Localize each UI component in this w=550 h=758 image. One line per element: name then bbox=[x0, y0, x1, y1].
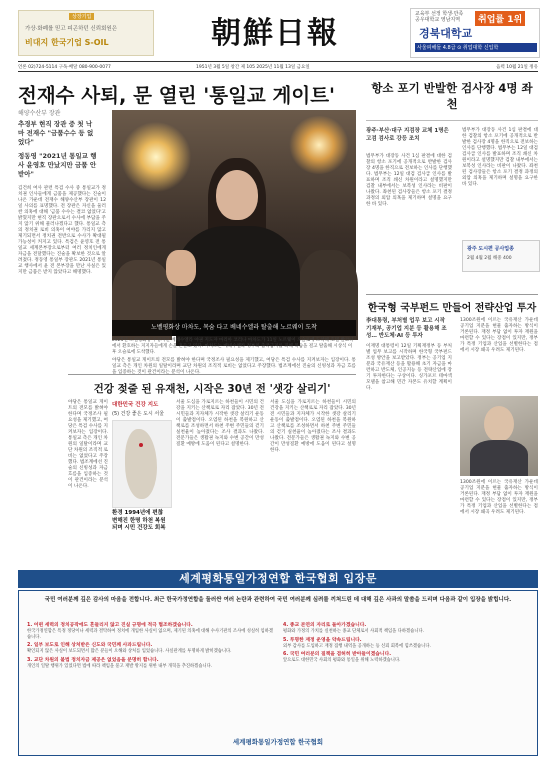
notice-item: 3. 교단 차원의 불법 정치자금 제공은 없었음을 분명히 합니다. 개인의 일탈 행위가 있었다면 법에 따라 책임을 묻고 재발 방지를 위한 내부 개혁을 추진하겠습니다. bbox=[27, 657, 213, 669]
ad-right-school: 경북대학교 bbox=[419, 27, 473, 40]
notice-column-right bbox=[283, 623, 529, 667]
lead-body-cont: 야당은 통일교 게이트의 전모를 밝혀야 한다며 국정조사 필요성을 제기했고, 여당은 특검 수사를 지켜보자는 입장이다. 통일교 측은 개인 차원의 일탈이라며 교단 차원의 조직적 로비는 없었다고 주장했다. 법조계에선 진술의 신빙성과 자금 흐름을 입증하는 것이 관건이라는 분석이 나온다. bbox=[68, 400, 108, 489]
health-box-head: 환경 1994년에 편찮 변해진 한명 하천 복원되며 시민 건강도 회복 bbox=[112, 510, 166, 531]
side-ad[interactable] bbox=[462, 240, 540, 272]
info-contact: 언론 02)724-5114 구독·배달 080-900-0077 bbox=[18, 64, 111, 70]
ad-right-badge: 취업률 1위 bbox=[475, 11, 525, 26]
side-body-2: 이재명 대통령이 12일 기획재정부 등 부처별 업무 보고를 시작하며 한국형 국부펀드 조성 방안을 보고받았다. 정부는 공기업 지분과 국유재산 등을 활용해 초기 자금을 마련하고 반도체, 인공지능 등 전략산업에 장기 투자한다는 구상이다. 싱가포르 테마섹 모델을 참고해 민간 자본도 유치할 계획이다. bbox=[366, 344, 452, 391]
lead-body-mid: 야당은 통일교 게이트의 전모를 밝혀야 한다며 국정조사 필요성을 제기했고, 여당은 특검 수사를 지켜보자는 입장이다. 통일교 측은 개인 차원의 일탈이라며 교단 차원의 조직적 로비는 없었다고 주장했다. 법조계에선 진술의 신빙성과 자금 흐름을 입증하는 것이 관건이라는 분석이 나온다. bbox=[112, 358, 356, 375]
mid-headline[interactable]: 건강 젖줄 된 유재천, 시작은 30년 전 '샛강 살리기' bbox=[68, 374, 356, 396]
mid-body-1: 서울 도심을 가로지르는 하천들이 시민의 건강을 지키는 산책로로 자리 잡았다. 30년 전 시민들과 지자체가 시작한 샛강 살리기 운동이 출발점이다. 오염된 하천을 복원하고 산책로를 조성하면서 하천 주변 주민들의 걷기 실천율이 높아졌다는 조사 결과도 나왔다. 전문가들은 생활권 녹지와 수변 공간이 만성질환 예방에 도움이 된다고 설명한다. bbox=[176, 400, 264, 447]
ad-right-line2: 사울피해들 4.8급 ⊙ 취업대학 신입학 bbox=[415, 43, 537, 52]
side-subhead-2: 李대통령, 부처별 업무 보고 시작 기재부, 공기업 지분 등 활용해 조성… 반도체·AI 등 투자 bbox=[366, 318, 447, 339]
ad-left-line1: 가상·화폐를 믿고 피곤하던 신뢰회원은 bbox=[25, 26, 118, 32]
side-ad-title: 광주 도시편 공사업종 bbox=[467, 246, 514, 252]
health-map-label: 대한민국 건강 지도 bbox=[112, 402, 159, 408]
lead-subhead-1: 추경부 현직 장관 중 첫 낙마 전재수 "금품수수 등 없었다" bbox=[18, 120, 94, 146]
ad-tag: 상장기업 bbox=[69, 13, 94, 20]
side-subhead: 광주·부산·대구 지검장 교체 1명은 고검 검사로 강등 조치 bbox=[366, 128, 449, 142]
lead-photo[interactable] bbox=[112, 110, 356, 336]
notice-signature: 세계평화통일가정연합 한국협회 bbox=[232, 738, 324, 746]
masthead-ad-right[interactable] bbox=[410, 8, 540, 58]
ad-left-line2: 비대지 한국기업 S-OIL bbox=[25, 38, 109, 47]
lead-body-left: 김건희 여사 관련 특검 수사 중 통일교가 정치권 인사들에게 금품을 제공했다는 진술이 나온 가운데 전재수 해양수산부 장관이 12일 사의를 표명했다. 전 장관은 자신을 둘러싼 의혹에 대해 '금품 수수는 결코 없었다'고 밝혔지만 현직 장관으로서 수사에 부담을 주지 않기 위해 물러나겠다고 했다. 통일교 측의 정치권 로비 의혹이 여야를 가리지 않고 제기되면서 정치권 전반으로 수사가 확대될 가능성이 커지고 있다. 특검은 윤영호 전 통일교 세계본부장으로부터 여러 정치인에게 자금을 전달했다는 진술을 확보한 것으로 알려졌다. 정동영 통일부 장관도 2021년 통일교 행사에서 윤 전 본부장을 만난 사실은 있지만 금품은 받지 않았다고 해명했다. bbox=[18, 186, 106, 275]
notice-column-left bbox=[27, 623, 273, 672]
notice-banner: 세계평화통일가정연합 한국협회 입장문 bbox=[18, 570, 538, 588]
side-ad-detail: 2월 4월 2월 해중 400 bbox=[467, 256, 512, 261]
ad-right-line1: 교육부 선정 학생·만족 공우대학교 영남지역 bbox=[415, 11, 464, 23]
photo-caption-title: 노벨평화상 마차도, 목숨 다고 베네수엘라 탈출해 노르웨이 도착 bbox=[112, 320, 356, 336]
side-body-4: 1300조원에 이르는 국유재산 가운데 공기업 지분을 현물 출자하는 방식이 거론된다. 재정 부담 없이 투자 재원을 마련할 수 있다는 장점이 있지만, 정부가 특정 기업과 산업을 선별한다는 점에서 시장 왜곡 우려도 제기된다. bbox=[460, 480, 538, 515]
notice-item: 1. 어떤 세력의 정치공작에도 흔들리지 않고 진실 규명에 적극 협조하겠습니다. 한국가정연합은 특정 정당이나 세력과 결탁하여 정치에 개입한 사실이 없으며, 제기된 의혹에 대해 수사기관의 조사에 성실히 임하겠습니다. bbox=[27, 623, 273, 640]
side-photo[interactable] bbox=[460, 396, 538, 476]
side-body-3: 1300조원에 이르는 국유재산 가운데 공기업 지분을 현물 출자하는 방식이 거론된다. 재정 부담 없이 투자 재원을 마련할 수 있다는 장점이 있지만, 정부가 특정 기업과 산업을 선별한다는 점에서 시장 왜곡 우려도 제기된다. bbox=[460, 318, 538, 353]
info-lunar-date: 음력 10월 21일 정유 bbox=[496, 64, 538, 70]
notice-item: 5. 투명한 재정 운영을 약속드립니다. 외부 감사를 도입하고 재정 집행 내역을 공개하는 등 신뢰 회복에 힘쓰겠습니다. bbox=[283, 637, 431, 649]
notice-box bbox=[18, 590, 538, 756]
side-rule bbox=[366, 114, 538, 121]
health-map-subtitle: (5) 건강 좋은 도시 서울 bbox=[112, 411, 165, 417]
newspaper-logo[interactable]: 朝鮮日報 bbox=[211, 16, 339, 51]
notice-intro: 국민 여러분께 깊은 감사의 마음을 전합니다. 최근 한국가정연합을 둘러싼 여러 논란과 관련하여 국민 여러분께 심려를 끼쳐드린 데 대해 깊은 사과의 말씀을 드리며 다음과 같이 입장을 밝힙니다. bbox=[44, 597, 512, 603]
side-headline[interactable]: 항소 포기 반발한 검사장 4명 좌천 bbox=[371, 81, 533, 111]
lead-subhead-2: 정동영 "2021년 통일교 행사 윤영호 만났지만 금품 안 받아" bbox=[18, 152, 97, 178]
side-body: 법무부가 대장동 사건 1심 판결에 대한 검찰의 항소 포기에 공개적으로 반발한 검사장 4명을 한직으로 전보하는 인사를 단행했다. 법무부는 12일 대검 검사급 인사를 발표하며 조직 쇄신 차원이라고 설명했지만 검찰 내부에서는 보복성 인사라는 비판이 나왔다. 좌천된 검사장들은 항소 포기 결정 과정의 외압 의혹을 제기하며 설명을 요구한 바 있다. bbox=[366, 154, 452, 207]
map-marker bbox=[139, 443, 143, 447]
notice-item: 4. 종교 본연의 자리로 돌아가겠습니다. 평화와 가정의 가치를 실천하는 종교 단체로서 사회적 책임을 다하겠습니다. bbox=[283, 623, 424, 634]
lead-byline: 해양수산부 장관 bbox=[18, 110, 61, 117]
health-map bbox=[112, 420, 172, 508]
info-bar bbox=[18, 61, 538, 72]
masthead-ad-left[interactable] bbox=[18, 10, 154, 56]
side-body-cont: 법무부가 대장동 사건 1심 판결에 대한 검찰의 항소 포기에 공개적으로 반발한 검사장 4명을 한직으로 전보하는 인사를 단행했다. 법무부는 12일 대검 검사급 인사를 발표하며 조직 쇄신 차원이라고 설명했지만 검찰 내부에서는 보복성 인사라는 비판이 나왔다. 좌천된 검사장들은 항소 포기 결정 과정의 외압 의혹을 제기하며 설명을 요구한 바 있다. bbox=[462, 128, 538, 187]
lead-headline[interactable]: 전재수 사퇴, 문 열린 '통일교 게이트' bbox=[18, 84, 336, 107]
masthead bbox=[0, 0, 550, 58]
mid-body-2: 서울 도심을 가로지르는 하천들이 시민의 건강을 지키는 산책로로 자리 잡았다. 30년 전 시민들과 지자체가 시작한 샛강 살리기 운동이 출발점이다. 오염된 하천을 복원하고 산책로를 조성하면서 하천 주변 주민들의 걷기 실천율이 높아졌다는 조사 결과도 나왔다. 전문가들은 생활권 녹지와 수변 공간이 만성질환 예방에 도움이 된다고 설명한다. bbox=[270, 400, 356, 453]
notice-item: 2. 일부 보도로 인해 상처받은 신도와 국민께 사과드립니다. 확인되지 않은 사실이 보도되면서 많은 분들이 오해와 상처를 입었습니다. 사실관계를 투명하게 밝히겠습니다. bbox=[27, 643, 232, 654]
photo-caption-detail: 2025년 노벨평화상 수상자인 베네수엘라 야권 지도자 마리아 코리나 마차도가 11일 노르웨이 오슬로에 도착해 호텔 발코니에서 환호하는 지지자들에게 손을 흔들고 있다. 마차도는 베네수엘라 정부의 출국금지를 피해 목숨을 걸고 탈출해 시상식 이후 오슬로에 도착했다. bbox=[112, 338, 354, 355]
info-issue-date: 1951년 3월 5일 창간 제 105 2025년 11월 13일 금요일 bbox=[196, 64, 310, 70]
notice-item: 6. 국민 여러분의 질책을 겸허히 받아들이겠습니다. 앞으로도 대한민국 사회의 평화와 통일을 위해 노력하겠습니다. bbox=[283, 652, 401, 663]
side-headline-2[interactable]: 한국형 국부펀드 만들어 전략산업 투자 bbox=[366, 294, 538, 314]
